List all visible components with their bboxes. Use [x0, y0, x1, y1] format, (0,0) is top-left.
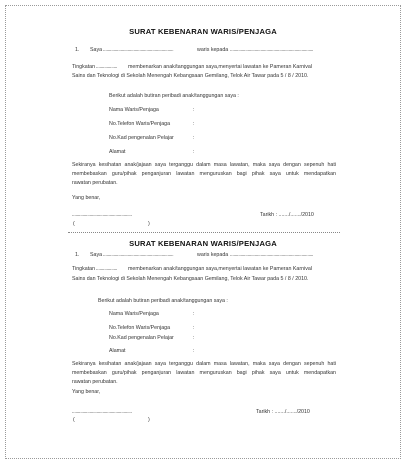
field-colon: :: [193, 107, 195, 113]
liability-paragraph-line-1: Sekiranya kesihatan anak/jajaan saya terganggu dalam masa lawatan, maka saya dengan sepenuh hati: [72, 162, 336, 168]
tingkatan-label: Tingkatan: [72, 64, 96, 70]
closing-text: Yang benar,: [72, 389, 101, 395]
closing-text: Yang benar,: [72, 195, 101, 201]
date-label: Tarikh : ......./......./2010: [256, 409, 310, 415]
tingkatan-label: Tingkatan: [72, 266, 96, 272]
permission-statement: membenarkan anak/tanggungan saya,menyertai lawatan ke Pameran Karnival: [128, 64, 313, 70]
field-address-label: Alamat: [109, 348, 126, 354]
liability-paragraph-line-2: membebaskan guru/pihak penganjuran lawatan menguruskan bagi pihak saya untuk mendapatkan: [72, 370, 336, 376]
item-number: 1.: [75, 47, 80, 53]
field-colon: :: [193, 325, 195, 331]
liability-paragraph-line-1: Sekiranya kesihatan anak/jajaan saya terganggu dalam masa lawatan, maka saya dengan sepenuh hati: [72, 361, 336, 367]
details-intro: Berikut adalah butiran peribadi anak/tanggungan saya :: [98, 298, 228, 304]
field-colon: :: [193, 135, 195, 141]
details-intro: Berikut adalah butiran peribadi anak/tanggungan saya :: [109, 93, 239, 99]
form-level-blank: ..................: [96, 64, 118, 70]
liability-paragraph-line-3: rawatan perubatan.: [72, 180, 118, 186]
form-title: SURAT KEBENARAN WARIS/PENJAGA: [129, 27, 277, 36]
event-location-text: Sains dan Teknologi di Sekolah Menengah Kebangsaan Gemilang, Telok Air Tawar pada 5 / 8 / 2010.: [72, 73, 309, 79]
field-guardian-name-label: Nama Waris/Penjaga: [109, 107, 159, 113]
item-number: 1.: [75, 252, 80, 258]
document-page: [5, 5, 401, 459]
signature-line: ...................................................: [72, 409, 132, 415]
field-student-ic-label: No.Kad pengenalan Pelajar: [109, 135, 174, 141]
name-paren-close: ): [148, 417, 150, 423]
field-guardian-name-label: Nama Waris/Penjaga: [109, 311, 159, 317]
field-colon: :: [193, 311, 195, 317]
liability-paragraph-line-3: rawatan perubatan.: [72, 379, 118, 385]
field-colon: :: [193, 335, 195, 341]
field-address-label: Alamat: [109, 149, 126, 155]
field-colon: :: [193, 149, 195, 155]
field-student-ic-label: No.Kad pengenalan Pelajar: [109, 335, 174, 341]
cut-line-divider: [68, 232, 340, 233]
student-name-blank: .......................................................................: [230, 47, 314, 53]
field-guardian-phone-label: No.Telefon Waris/Penjaga: [109, 121, 171, 127]
signature-line: ...................................................: [72, 212, 132, 218]
waris-kepada-text: waris kepada: [197, 252, 229, 258]
field-guardian-phone-label: No.Telefon Waris/Penjaga: [109, 325, 171, 331]
guardian-name-blank: ............................................................: [103, 252, 174, 258]
saya-label: Saya: [90, 252, 103, 258]
liability-paragraph-line-2: membebaskan guru/pihak penganjuran lawatan menguruskan bagi pihak saya untuk mendapatkan: [72, 171, 336, 177]
guardian-name-blank: ............................................................: [103, 47, 174, 53]
field-colon: :: [193, 348, 195, 354]
permission-statement: membenarkan anak/tanggungan saya,menyertai lawatan ke Pameran Karnival: [128, 266, 313, 272]
name-paren-open: (: [73, 221, 75, 227]
saya-label: Saya: [90, 47, 103, 53]
form-level-blank: ..................: [96, 266, 118, 272]
student-name-blank: .......................................................................: [230, 252, 314, 258]
name-paren-open: (: [73, 417, 75, 423]
name-paren-close: ): [148, 221, 150, 227]
field-colon: :: [193, 121, 195, 127]
event-location-text: Sains dan Teknologi di Sekolah Menengah Kebangsaan Gemilang, Telok Air Tawar pada 5 / 8 / 2010.: [72, 276, 309, 282]
waris-kepada-text: waris kepada: [197, 47, 229, 53]
date-label: Tarikh : ......./......./2010: [260, 212, 314, 218]
form-title: SURAT KEBENARAN WARIS/PENJAGA: [129, 239, 277, 248]
